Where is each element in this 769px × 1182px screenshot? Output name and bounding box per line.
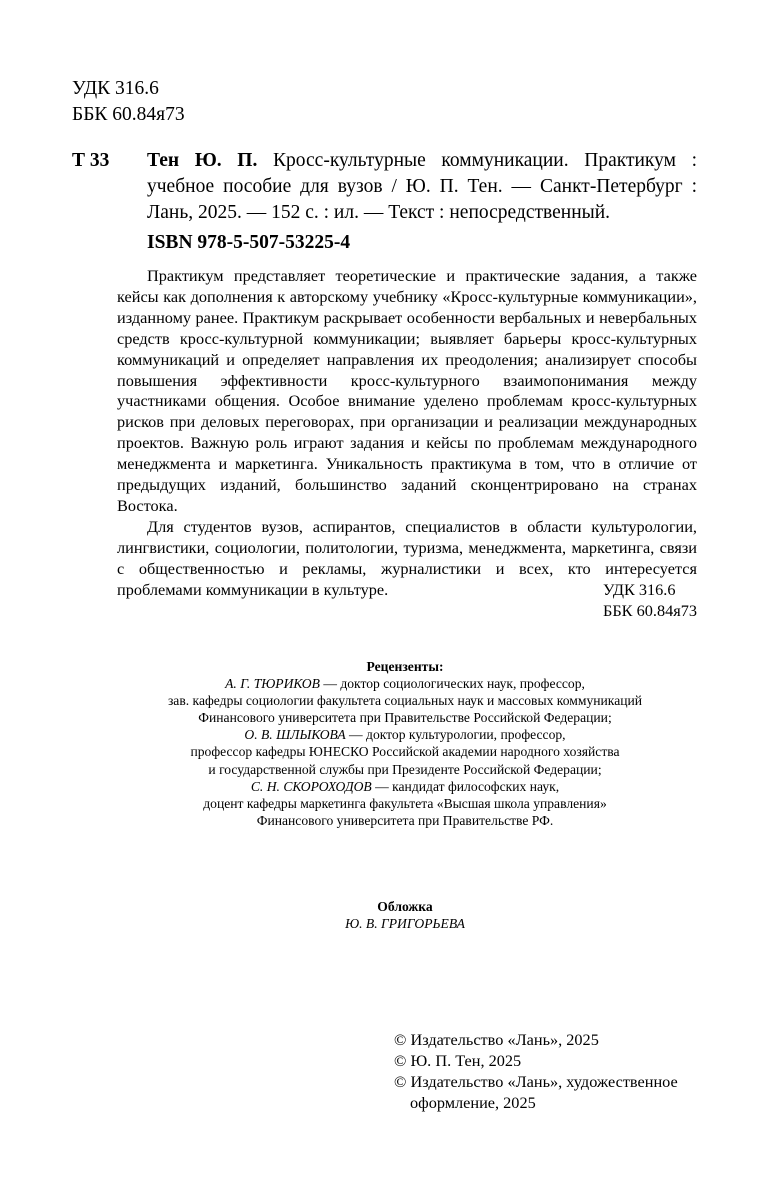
entry-description: Кросс-культурные коммуникации. Практикум : учебное пособие для вузов / Ю. П. Тен. — Санкт-Петербург : Лань, 2025. — 152 с. : ил. — Текст : непосредственный.: [147, 150, 698, 223]
reviewer-3-title: — кандидат философских наук,: [371, 778, 560, 794]
entry-text: [147, 148, 697, 226]
reviewer-2-affiliation: и государственной службы при Президенте Российской Федерации;: [208, 761, 602, 777]
reviewer-1-name: А. Г. ТЮРИКОВ: [225, 676, 320, 692]
cover-artist: Ю. В. ГРИГОРЬЕВА: [345, 916, 465, 932]
author-mark: Т 33: [72, 150, 110, 171]
copyright-design: © Издательство «Лань», художественное: [394, 1071, 678, 1091]
bibliographic-entry: [72, 148, 697, 226]
copyright-block: [394, 1030, 678, 1114]
classification-bottom: [603, 580, 697, 622]
udk-code: УДК 316.6: [72, 78, 159, 99]
reviewer-3-name: С. Н. СКОРОХОДОВ: [250, 778, 372, 794]
reviewers-block: [110, 658, 700, 829]
reviewers-heading: Рецензенты:: [366, 659, 444, 674]
cover-heading: Обложка: [377, 899, 433, 914]
reviewer-2-position: профессор кафедры ЮНЕСКО Российской академии народного хозяйства: [190, 744, 620, 760]
entry-author: Тен Ю. П.: [147, 150, 258, 171]
classification-top: [72, 76, 185, 128]
reviewer-1-affiliation: Финансового университета при Правительстве Российской Федерации;: [198, 710, 612, 726]
reviewer-2-title: — доктор культурологии, профессор,: [345, 727, 566, 743]
reviewer-1-position: зав. кафедры социологии факультета социальных наук и массовых коммуникаций: [167, 693, 643, 709]
copyright-author: © Ю. П. Тен, 2025: [394, 1050, 522, 1070]
cover-credit: [110, 898, 700, 932]
reviewer-3-position: доцент кафедры маркетинга факультета «Высшая школа управления»: [203, 795, 607, 811]
reviewer-3: [110, 778, 700, 795]
copyright-publisher: © Издательство «Лань», 2025: [394, 1030, 599, 1049]
bbk-code: ББК 60.84я73: [72, 104, 185, 125]
isbn: ISBN 978-5-507-53225-4: [147, 232, 351, 253]
bbk-code-bottom: ББК 60.84я73: [602, 600, 697, 620]
annotation-audience: Для студентов вузов, аспирантов, специалистов в области культурологии, лингвистики, социологии, политологии, туризма, менеджмента, маркетинга, связи с общественностью и рекламы, журналистики и всех, кто интересуется проблемами коммуникации в культуре.: [117, 516, 697, 599]
reviewer-2: [110, 726, 700, 743]
reviewer-3-affiliation: Финансового университета при Правительстве РФ.: [256, 812, 554, 828]
annotation-paragraph: Практикум представляет теоретические и практические задания, а также кейсы как дополнения к авторскому учебнику «Кросс-культурные коммуникации», изданному ранее. Практикум раскрывает особенности вербальных и невербальных средств кросс-культурной коммуникации; выявляет барьеры кросс-культурных коммуникаций и определяет направления их преодоления; анализирует способы повышения эффективности кросс-культурного взаимопонимания между участниками общения. Особое внимание уделено проблемам кросс-культурных рисков при деловых переговорах, при организации и реализации международных проектов. Важную роль играют задания и кейсы по проблемам международного менеджмента и маркетинга. Уникальность практикума в том, что в отличие от предыдущих изданий, большинство заданий сконцентрировано на странах Востока.: [117, 266, 697, 515]
reviewer-1-title: — доктор социологических наук, профессор,: [319, 676, 585, 692]
udk-code-bottom: УДК 316.6: [602, 580, 676, 599]
copyright-design-cont: оформление, 2025: [410, 1092, 536, 1112]
reviewer-2-name: О. В. ШЛЫКОВА: [244, 727, 346, 743]
annotation: [117, 266, 697, 601]
reviewer-1: [110, 675, 700, 692]
